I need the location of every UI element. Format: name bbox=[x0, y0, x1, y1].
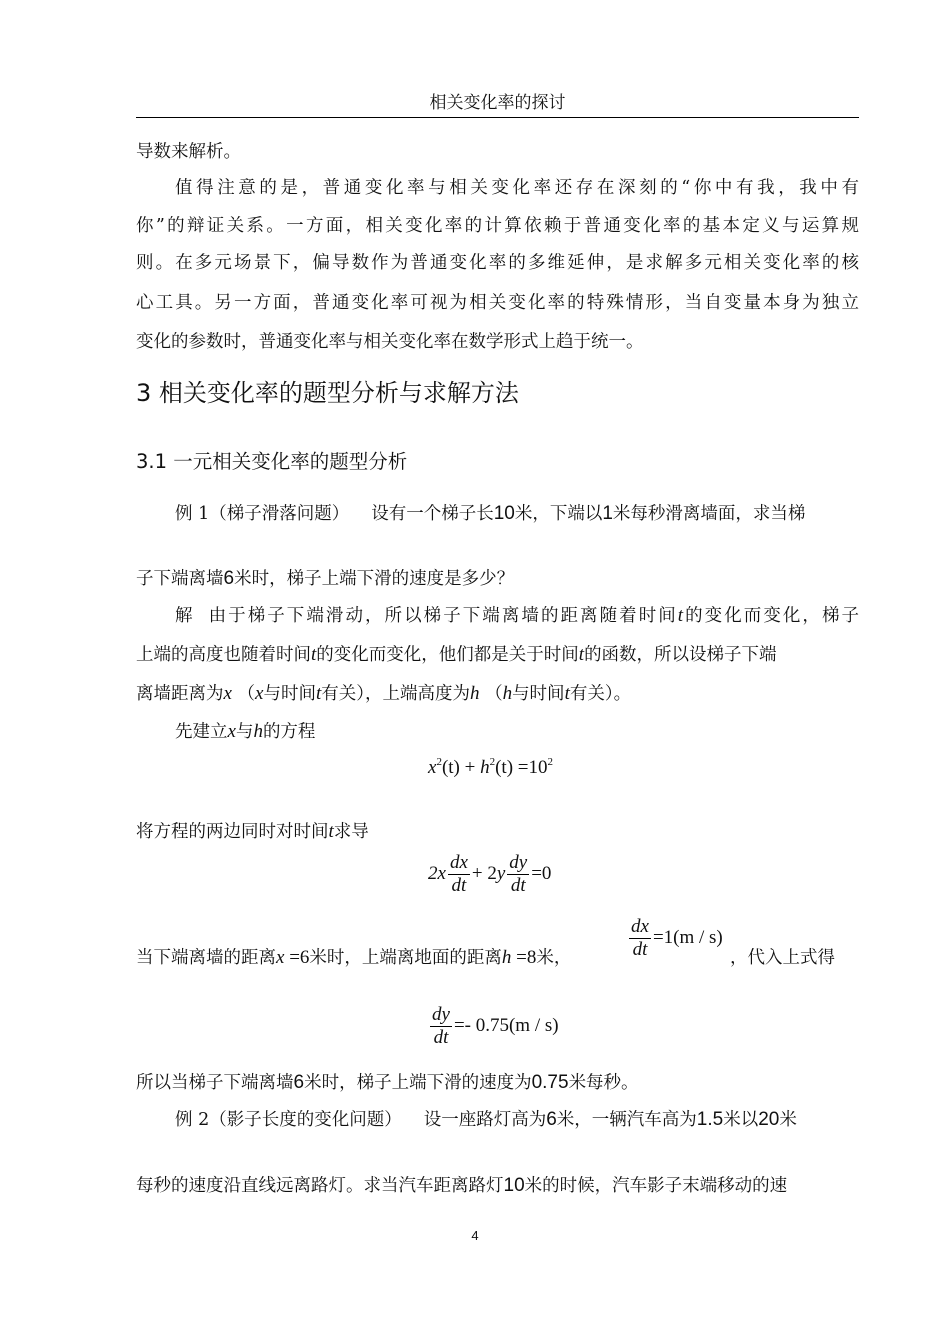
fraction: $\frac{dy}{dt}$ bbox=[509, 852, 528, 896]
solution-line: 离墙距离为x （x与时间t有关），上端高度为h （h与时间t有关）。 bbox=[136, 683, 632, 704]
solution-line: 解 由于梯子下端滑动，所以梯子下端离墙的距离随着时间t的变化而变化，梯子 bbox=[175, 605, 860, 626]
example-2-line: 例 2（影子长度的变化问题） 设一座路灯高为6米，一辆汽车高为1.5米以20米 bbox=[175, 1109, 797, 1130]
solution-line: 将方程的两边同时对时间t求导 bbox=[136, 821, 369, 842]
example-1-line: 例 1（梯子滑落问题） 设有一个梯子长10米，下端以1米每秒滑离墙面，求当梯 bbox=[175, 503, 806, 524]
solution-line: 上端的高度也随着时间t的变化而变化，他们都是关于时间t的函数，所以设梯子下端 bbox=[136, 644, 777, 665]
example-2-line: 每秒的速度沿直线远离路灯。求当汽车距离路灯10米的时候，汽车影子末端移动的速 bbox=[136, 1175, 788, 1196]
fraction: $\frac{dy}{dt}$ bbox=[432, 1004, 450, 1048]
solution-line: 当下端离墙的距离x =6米时，上端离地面的距离h =8米， bbox=[136, 947, 572, 968]
paragraph-line: 则。在多元场景下，偏导数作为普通变化率的多维延伸，是求解多元相关变化率的核 bbox=[136, 253, 859, 273]
solution-label: 解 bbox=[175, 606, 195, 626]
example-1-line: 子下端离墙6米时，梯子上端下滑的速度是多少？ bbox=[136, 568, 515, 589]
section-heading: 3 相关变化率的题型分析与求解方法 bbox=[136, 379, 519, 407]
example-label: 例 2（影子长度的变化问题） bbox=[175, 1110, 402, 1130]
page-number: 4 bbox=[471, 1228, 479, 1243]
solution-conclusion: 所以当梯子下端离墙6米时，梯子上端下滑的速度为0.75米每秒。 bbox=[136, 1072, 639, 1093]
paragraph-line: 值得注意的是，普通变化率与相关变化率还存在深刻的“你中有我，我中有 bbox=[175, 178, 859, 198]
equation-derivative: 2x $\frac{dx}{dt}$ + 2y $\frac{dy}{dt}$ =0 bbox=[428, 852, 552, 896]
solution-line: 先建立x与h的方程 bbox=[175, 721, 316, 742]
equation-pythagorean: $x^2(t) + h^2(t) =10^2$ bbox=[428, 756, 553, 778]
subsection-heading: 3.1 一元相关变化率的题型分析 bbox=[136, 450, 408, 473]
paragraph-line: 变化的参数时，普通变化率与相关变化率在数学形式上趋于统一。 bbox=[136, 332, 644, 352]
fraction: $\frac{dx}{dt}$ bbox=[449, 852, 468, 896]
running-header: 相关变化率的探讨 bbox=[429, 93, 566, 113]
paragraph-line: 心工具。另一方面，普通变化率可视为相关变化率的特殊情形，当自变量本身为独立 bbox=[136, 293, 859, 313]
paragraph-line: 你”的辩证关系。一方面，相关变化率的计算依赖于普通变化率的基本定义与运算规 bbox=[136, 216, 859, 236]
paragraph-line: 导数来解析。 bbox=[136, 142, 241, 162]
solution-line-tail: ，代入上式得 bbox=[730, 948, 835, 968]
fraction: $\frac{dx}{dt}$ bbox=[631, 916, 649, 960]
equation-result: $\frac{dy}{dt}$ =- 0.75(m / s) bbox=[432, 1004, 559, 1048]
header-rule bbox=[136, 117, 859, 118]
inline-math: x =6 bbox=[276, 947, 310, 968]
inline-math: h =8 bbox=[501, 947, 537, 968]
inline-rate-equation: $\frac{dx}{dt}$ =1(m / s) bbox=[631, 916, 723, 960]
example-label: 例 1（梯子滑落问题） bbox=[175, 504, 350, 524]
